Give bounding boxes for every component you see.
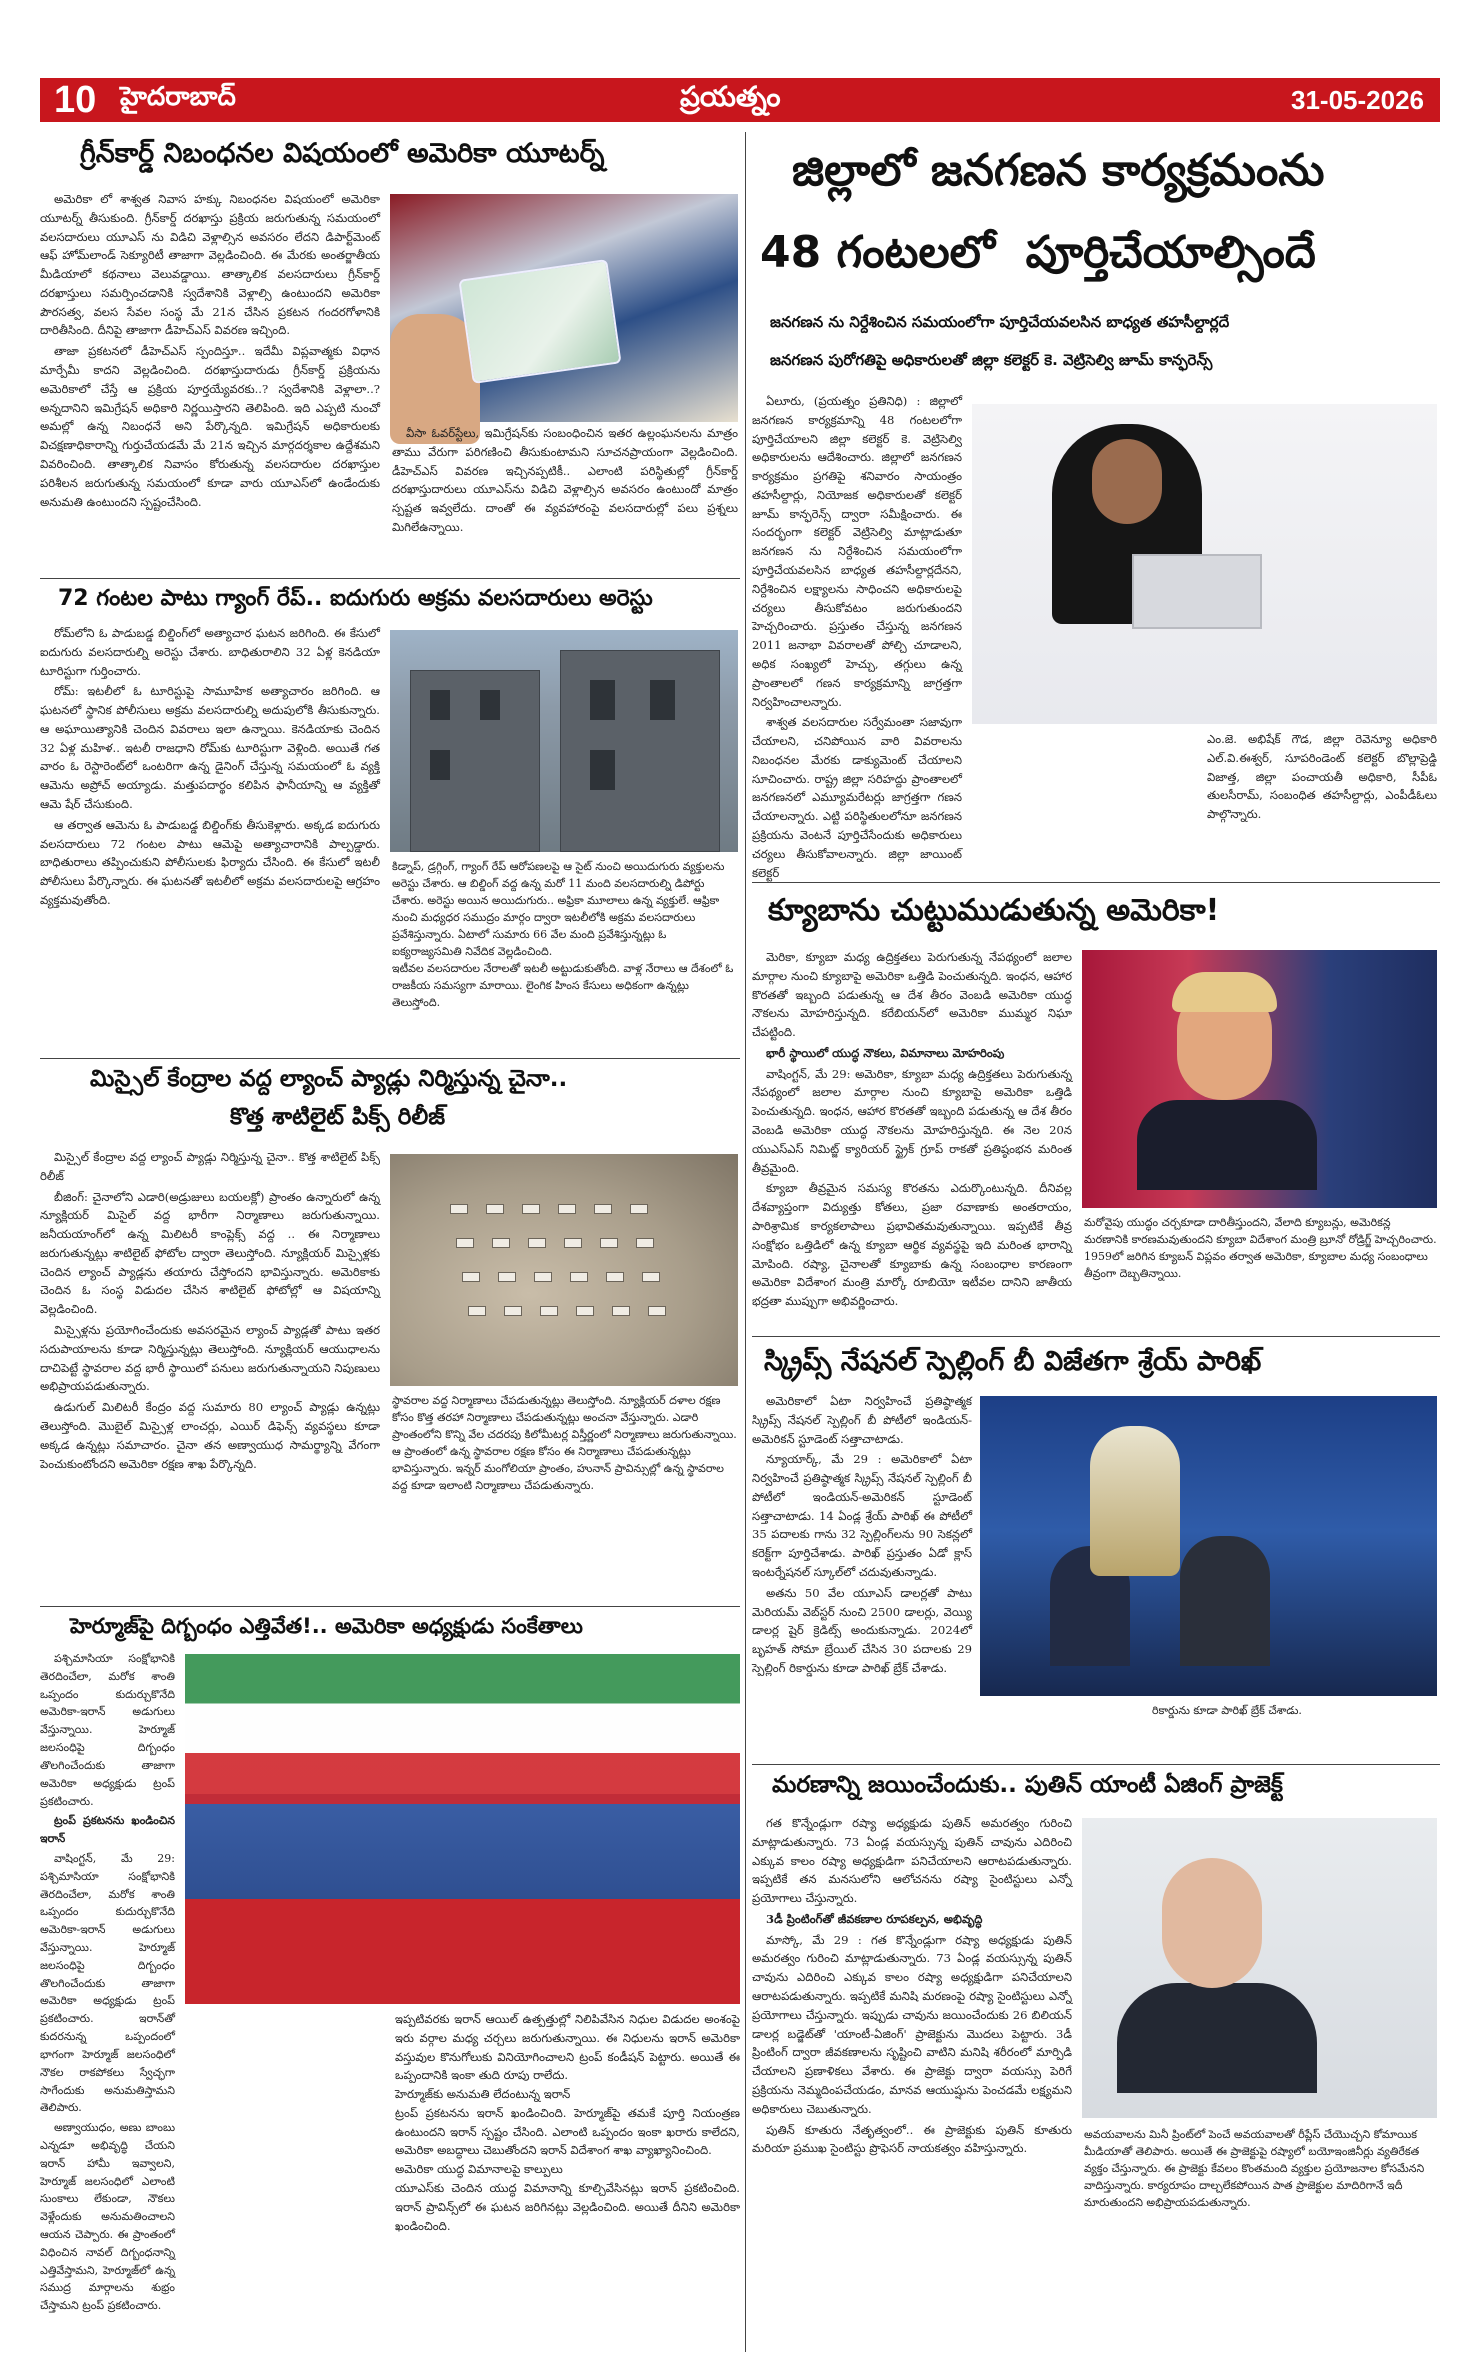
trump-photo	[1082, 950, 1437, 1208]
launch-pad-mark	[522, 1204, 540, 1214]
launch-pad-mark	[612, 1306, 630, 1316]
para-spelling-1: అమెరికాలో ఏటా నిర్వహించే ప్రతిష్ఠాత్మక స్క్రిప్స్ నేషనల్ స్పెల్లింగ్ బీ పోటీలో ఇండియన్-అమెరికన్ స్టూడెంట్ సత్తాచాటాడు.	[752, 1394, 972, 1446]
body-greencard-1	[40, 190, 380, 570]
para-gangrape-3: ఆ తర్వాత ఆమెను ఓ పాడుబడ్డ బిల్డింగ్‌కు తీసుకెళ్లారు. అక్కడ ఐదుగురు వలసదారులు 72 గంటల పాటు ఆమెపై అత్యాచారానికి పాల్పడ్డారు. బాధితురాలు తప్పించుకుని పోలీసులకు ఫిర్యాదు చేసింది. ఈ కేసులో ఇటలీ పోలీసులు పేర్కొన్నారు. ఈ ఘటనతో ఇటలీలో అక్రమ వలసదారులపై ఆగ్రహం వ్యక్తమవుతోంది.	[40, 817, 380, 907]
para-putin-3: మాస్కో, మే 29 : గత కొన్నేండ్లుగా రష్యా అధ్యక్షుడు పుతిన్ అమరత్వం గురించి మాట్లాడుతున్నారు. 73 ఏండ్ల వయస్సున్న పుతిన్ చావును ఎదిరించి ఎక్కువ కాలం రష్యా అధ్యక్షుడిగా పనిచేయాలని ఆరాటపడుతున్నారు. ఇప్పటికే మనిషి మరణంపై రష్యా సైంటిస్టులు ఎన్నో ప్రయోగాలు చేస్తున్నారు. ఇప్పుడు చావును జయించేందుకు 26 బిలియన్ డాలర్ల బడ్జెట్‌తో 'యాంటీ-ఏజింగ్' ప్రాజెక్టును మొదలు పెట్టారు. 3డీ ప్రింటింగ్ ద్వారా జీవకణాలను సృష్టించి వాటిని మనిషి శరీరంలో మార్పిడి చేయాలని ప్రణాళికలు వేశారు. ఈ ప్రాజెక్టు ద్వారా వయస్సు పెరిగే ప్రక్రియను నెమ్మదింపచేయడం, మానవ ఆయుష్షును పెంచడమే లక్ష్యమని అధికారులు చెబుతున్నారు.	[752, 1932, 1072, 2116]
article-census	[752, 132, 1440, 880]
para-hormuz-2: ట్రంప్ ప్రకటనను ఖండించిన ఇరాన్	[40, 1814, 175, 1846]
subhead-census-2: జనగణన పురోగతిపై అధికారులతో జిల్లా కలెక్టర్ కె. వెట్రిసెల్వి జూమ్ కాన్ఫరెన్స్	[770, 351, 1213, 369]
caption-china: స్థావరాల వద్ద నిర్మాణాలు చేపడుతున్నట్లు తెలుస్తోంది. న్యూక్లియర్ దళాల రక్షణ కోసం కొత్త తరహా నిర్మాణాలు చేపడుతున్నట్లు అంచనా వేస్తున్నారు. ఎడారి ప్రాంతంలోని కొన్ని వేల చదరపు కిలోమీటర్ల విస్తీర్ణంలో నిర్మాణాలు జరుగుతున్నాయి. ఆ ప్రాంతంలో ఉన్న స్థావరాల రక్షణ కోసం ఈ నిర్మాణాలు చేపడుతున్నట్లు భావిస్తున్నారు. ఇన్నర్ మంగోలియా ప్రాంతం, హునాన్ ప్రావిన్సుల్లో ఉన్న స్థావరాల వద్ద కూడా ఇలాంటి నిర్మాణాలు చేపడుతున్నారు.	[392, 1394, 737, 1493]
para-greencard-3: వీసా ఓవర్‌స్టేలు, ఇమిగ్రేషన్‌కు సంబంధించిన ఇతర ఉల్లంఘనలను మాత్రం తాము వేరుగా పరిగణించి తీసుకుంటామని సూచనప్రాయంగా వెల్లడించింది. డీహెచ్‌ఎస్ వివరణ ఇచ్చినప్పటికీ.. ఎలాంటి పరిస్థితుల్లో గ్రీన్‌కార్డ్ దరఖాస్తుదారులు యూఎస్‌ను విడిచి వెళ్లాల్సిన అవసరం ఉంటుందో మాత్రం స్పష్టత ఇవ్వలేదు. దాంతో ఈ వ్యవహారంపై వలసదారుల్లో పలు ప్రశ్నలు మిగిలేఉన్నాయి.	[392, 426, 738, 534]
hair-shape	[1172, 972, 1277, 1012]
para-putin-1: గత కొన్నేండ్లుగా రష్యా అధ్యక్షుడు పుతిన్ అమరత్వం గురించి మాట్లాడుతున్నారు. 73 ఏండ్ల వయస్సున్న పుతిన్ చావును ఎదిరించి ఎక్కువ కాలం రష్యా అధ్యక్షుడిగా పనిచేయాలని ఆరాటపడుతున్నారు. ఇప్పటికే తన మనసులోని ఆలోచనను రష్యా సైంటిస్టులు ఎన్నో ప్రయోగాలు చేస్తున్నారు.	[752, 1816, 1072, 1906]
article-cuba	[752, 888, 1440, 1328]
para-greencard-1: అమెరికా లో శాశ్వత నివాస హక్కు నిబంధనల విషయంలో అమెరికా యూటర్న్ తీసుకుంది. గ్రీన్‌కార్డ్ దరఖాస్తు ప్రక్రియ జరుగుతున్న సమయంలో వలసదారులు యూఎస్ ను విడిచి వెళ్లాల్సిన అవసరం లేదని డిపార్ట్‌మెంట్ ఆఫ్ హోమ్‌లాండ్ సెక్యూరిటీ తాజాగా వెల్లడించింది. ఈ మేరకు అంతర్జాతీయ మీడియాలో కథనాలు వెలువడ్డాయి. తాత్కాలిక వలసదారులు గ్రీన్‌కార్డ్ దరఖాస్తులు సమర్పించడానికి స్వదేశానికి వెళ్లాల్సి ఉంటుందని అమెరికా పౌరసత్వ, వలస సేవల సంస్థ మే 21న చేసిన ప్రకటన గందరగోళానికి దారితీసింది. దీనిపై తాజాగా డీహెచ్‌ఎస్ వివరణ ఇచ్చింది.	[40, 192, 380, 338]
launch-pad-mark	[528, 1238, 546, 1248]
launch-pad-mark	[456, 1238, 474, 1248]
satellite-photo	[390, 1154, 738, 1386]
para-gangrape-2: రోమ్: ఇటలీలో ఓ టూరిస్టుపై సామూహిక అత్యాచారం జరిగింది. ఆ ఘటనలో స్థానిక పోలీసులు అక్రమ వలసదారుల్ని అదుపులోకి తీసుకున్నారు. ఆ అఘాయిత్యానికి చెందిన వివరాలు ఇలా ఉన్నాయి. కెనడియాకు చెందిన 32 ఏళ్ల మహిళ.. ఇటలీ రాజధాని రోమ్‌కు టూరిస్టుగా వెళ్లింది. అయితే గత వారం ఓ రెస్టారెంట్‌లో ఒంటరిగా ఉన్న డైనింగ్ చేస్తున్న సమయంలో ఓ వ్యక్తి ఆమెను అప్రోచ్ అయ్యాడు. మత్తుపదార్థం కలిపిన ఫానీయాన్ని ఆ వ్యక్తితో ఆమె షేర్ చేసుకుంది.	[40, 684, 380, 812]
page-number: 10	[54, 78, 97, 121]
divider	[752, 1336, 1440, 1337]
para-cuba-3: వాషింగ్టన్, మే 29: అమెరికా, క్యూబా మధ్య ఉద్రిక్తతలు పెరుగుతున్న నేపథ్యంలో జలాల మార్గాల నుంచి క్యూబాపై అమెరికా ఒత్తిడి పెంచుతున్నది. ఇంధన, ఆహార కొరతతో ఇబ్బంది పడుతున్న ఆ దేశ తీరం వెంబడి అమెరికా యుద్ధ నౌకలను మోహరిస్తున్నది. ఈ నెల 20న యుఎస్ఎస్ నిమిట్జ్ క్యారియర్ స్ట్రైక్ గ్రూప్ రాకతో ప్రతిష్ఠంభన మరింత తీవ్రమైంది.	[752, 1066, 1072, 1175]
launch-pad-mark	[576, 1306, 594, 1316]
subhead-census-1: జనగణన ను నిర్దేశించిన సమయంలోగా పూర్తిచేయవలసిన బాధ్యత తహసీల్దార్లదే	[770, 313, 1230, 331]
article-putin	[752, 1768, 1440, 2352]
divider	[40, 1058, 740, 1059]
launch-pad-mark	[648, 1306, 666, 1316]
greencard-shape	[458, 259, 621, 384]
launch-pad-mark	[450, 1204, 468, 1214]
headline-putin: మరణాన్ని జయించేందుకు.. పుతిన్ యాంటీ ఏజింగ్ ప్రాజెక్ట్	[772, 1772, 1283, 1798]
para-census-1: ఏలూరు, (ప్రయత్నం ప్రతినిధి) : జిల్లాలో జనగణన కార్యక్రమాన్ని 48 గంటలలోగా పూర్తిచేయాలని జిల్లా కలెక్టర్ కె. వెట్రిసెల్వి అధికారులను ఆదేశించారు. జిల్లాలో జనగణన కార్యక్రమం ప్రగతిపై శనివారం సాయంత్రం తహసీల్దార్లు, నియోజక అధికారులతో కలెక్టర్ జూమ్ కాన్ఫరెన్స్ ద్వారా సమీక్షించారు. ఈ సందర్భంగా కలెక్టర్ వెట్రిసెల్వి మాట్లాడుతూ జనగణన ను నిర్దేశించిన సమయంలోగా పూర్తిచేయవలసిన బాధ్యత తహసీల్దార్లదేనని, నిర్దేశించిన లక్ష్యాలను సాధించని అధికారులపై చర్యలు తీసుకోవటం జరుగుతుందని హెచ్చరించారు. ప్రస్తుతం చేస్తున్న జనగణన 2011 జనాభా వివరాలతో పోల్చి చూడాలని, అధిక సంఖ్యలో హెచ్చు, తగ్గులు ఉన్న ప్రాంతాలలో గణన కార్యక్రమాన్ని జాగ్రత్తగా నిర్వహించాలన్నారు.	[752, 394, 962, 709]
headline-greencard: గ్రీన్‌కార్డ్ నిబంధనల విషయంలో అమెరికా యూటర్న్	[80, 138, 605, 169]
headline-census-1: జిల్లాలో జనగణన కార్యక్రమంను	[792, 145, 1325, 196]
collector-photo	[972, 404, 1437, 724]
headline-cuba: క్యూబాను చుట్టుముడుతున్న అమెరికా!	[768, 893, 1220, 928]
para-spelling-2: న్యూయార్క్, మే 29 : అమెరికాలో ఏటా నిర్వహించే ప్రతిష్ఠాత్మక స్క్రిప్స్ నేషనల్ స్పెల్లింగ్ బీ పోటీలో ఇండియన్-అమెరికన్ స్టూడెంట్ సత్తాచాటాడు. 14 ఏండ్ల శ్రేయ్ పారిఖ్ ఈ పోటీలో 35 పదాలకు గాను 32 స్పెల్లింగ్‌లను 90 సెకన్లలో కరెక్ట్‌గా పూర్తిచేశాడు. పారిఖ్ ప్రస్తుతం ఏడో క్లాస్ ఇంటర్నేషనల్ స్కూల్‌లో చదువుతున్నాడు.	[752, 1452, 972, 1580]
launch-pad-mark	[504, 1306, 522, 1316]
divider	[40, 1606, 740, 1607]
launch-pad-mark	[540, 1306, 558, 1316]
launch-pad-mark	[636, 1238, 654, 1248]
launch-pad-mark	[558, 1204, 576, 1214]
caption-gangrape: కిడ్నాప్, డ్రగ్గింగ్, గ్యాంగ్ రేప్ ఆరోపణలపై ఆ సైట్ నుంచి అయిదుగురు వ్యక్తులను అరెస్టు చేశారు. ఆ బిల్డింగ్ వద్ద ఉన్న మరో 11 మంది వలసదారుల్ని డిపోర్టు చేశారు. అరెస్టు అయిన అయిదుగురు.. అఫ్రికా మూలాలు ఉన్న వ్యక్తులే. ఆఫ్రికా నుంచి మధ్యధర సముద్రం మార్గం ద్వారా ఇటలీలోకి అక్రమ వలసదారులు ప్రవేశిస్తున్నారు. ఏటాలో సుమారు 66 వేల మంది ప్రవేశిస్తున్నట్లు ఓ ఐక్యరాజ్యసమితి నివేదిక వెల్లడించింది. ఇటీవల వలసదారుల నేరాలతో ఇటలీ అట్టుడుకుతోంది. వాళ్ల నేరాలు ఆ దేశంలో ఓ రాజకీయ సమస్యగా మారాయి. లైంగిక హింస కేసులు అధికంగా ఉన్నట్లు తెలుస్తోంది.	[392, 860, 734, 1010]
para-putin-2: 3డీ ప్రింటింగ్‌తో జీవకణాల రూపకల్పన, అభివృద్ధి	[766, 1911, 983, 1926]
caption-spelling: రికార్డును కూడా పారిఖ్ బ్రేక్ చేశాడు.	[1152, 1704, 1302, 1717]
launch-pad-mark	[642, 1272, 660, 1282]
building-photo	[390, 630, 738, 852]
launch-pad-mark	[492, 1238, 510, 1248]
para-china-2: బీజింగ్: చైనాలోని ఎడారి(అడ్రుజులు బయలక్లో) ప్రాంతం ఉన్నారులో ఉన్న న్యూక్లియర్ మిసైల్ వద్ద భారీగా నిర్మాణాలు జరుగుతున్నాయి. జనీయయాంగ్‌లో ఉన్న మిలిటరీ కాంప్లెక్స్ వద్ద .. ఈ నిర్మాణాలు జరుగుతున్నట్లు శాటిలైట్ ఫోటోల ద్వారా తెలుస్తోంది. న్యూక్లియర్ మిస్సైళ్లకు చెందిన ల్యాంచ్ ప్యాడ్లను తయారు చేస్తోందని భావిస్తున్నారు. అమెరికాకు చెందిన ఓ సంస్థ విడుదల చేసిన శాటిలైట్ ఫోటోల్లో ఆ విషయాన్ని వెల్లడించింది.	[40, 1189, 380, 1317]
body-spelling	[752, 1392, 972, 1758]
divider	[40, 578, 740, 579]
launch-pad-mark	[630, 1204, 648, 1214]
headline-china-1: మిస్సైల్ కేంద్రాల వద్ద ల్యాంచ్ ప్యాడ్లు నిర్మిస్తున్న చైనా..	[90, 1066, 568, 1092]
launch-pad-mark	[564, 1238, 582, 1248]
launch-pad-mark	[468, 1306, 486, 1316]
launch-pad-mark	[594, 1204, 612, 1214]
divider	[752, 882, 1440, 883]
article-china	[40, 1062, 740, 1602]
caption-cuba: మరోవైపు యుద్ధం చర్చకూడా దారితీస్తుందని, వేలాది క్యూబన్లు, అమెరికన్ల మరణానికి కారణమవుతుందని క్యూబా విదేశాంగ మంత్రి బ్రూనో రోడ్రిగ్జ్ హెచ్చరించారు. 1959లో జరిగిన క్యూబన్ విప్లవం తర్వాత అమెరికా, క్యూబాల మధ్య సంబంధాలు తీవ్రంగా దెబ్బతిన్నాయి.	[1084, 1216, 1437, 1281]
iran-flag	[185, 1654, 740, 1804]
face-shape	[1162, 1858, 1262, 1988]
trophy-shape	[1090, 1426, 1180, 1576]
para-hormuz-1: పశ్చిమాసియా సంక్షోభానికి తెరదించేలా, మరోక శాంతి ఒప్పందం కుదుర్చుకొనేది అమెరికా-ఇరాన్ అడుగులు వేస్తున్నాయి. హెర్మూజ్ జలసంధిపై దిగ్బంధం తొలగించేందుకు తాజాగా అమెరికా అధ్యక్షుడు ట్రంప్ ప్రకటించారు.	[40, 1652, 175, 1808]
headline-hormuz: హెర్మూజ్‌పై దిగ్బంధం ఎత్తివేత!.. అమెరికా అధ్యక్షుడు సంకేతాలు	[70, 1614, 583, 1638]
headline-census-2: 48 గంటలలో పూర్తిచేయాల్సిందే	[760, 227, 1316, 278]
body-putin	[752, 1814, 1072, 2350]
greencard-photo	[390, 194, 738, 422]
suit-shape	[1117, 1983, 1317, 2093]
launch-pad-mark	[534, 1272, 552, 1282]
launch-pad-mark	[486, 1204, 504, 1214]
paper-name: ప్రయత్నం	[680, 80, 781, 113]
para-cuba-4: క్యూబా తీవ్రమైన సమస్య కొరతను ఎదుర్కొంటున్నది. దీనివల్ల దేశవ్యాప్తంగా విద్యుత్తు కోతలు, ప్రజా రవాణాకు అంతరాయం, పారిశ్రామిక కార్యకలాపాలు ప్రభావితమవుతున్నాయి. ఇప్పటికే తీవ్ర సంక్షోభం ఒత్తిడిలో ఉన్న క్యూబా ఆర్థిక వ్యవస్థపై ఇది మరింత భారాన్ని మోపింది. రష్యా, చైనాలతో క్యూబాకు ఉన్న సంబంధాల కారణంగా అమెరికా విదేశాంగ మంత్రి మార్కో రూబియో ఇటీవల దానిని జాతీయ భద్రతా ముప్పుగా అభివర్ణించారు.	[752, 1181, 1072, 1309]
launch-pad-mark	[498, 1272, 516, 1282]
headline-china-2: కొత్త శాటిలైట్ పిక్స్ రిలీజ్	[230, 1104, 446, 1130]
launch-pad-mark	[600, 1238, 618, 1248]
masthead	[40, 78, 1440, 122]
city-name: హైదరాబాద్	[120, 82, 236, 112]
presenter-shape	[1180, 1536, 1270, 1666]
launch-pad-mark	[570, 1272, 588, 1282]
para-china-3: మిస్సైళ్లను ప్రయోగించేందుకు అవసరమైన ల్యాంచ్ ప్యాడ్లతో పాటు ఇతర సదుపాయాలను కూడా నిర్మిస్తున్నట్లు తెలుస్తోంది. న్యూక్లియర్ ఆయుధాలను దాచిపెట్టే స్థావరాల వద్ద భారీ స్థాయిలో పనులు జరుగుతున్నాయని నిపుణులు అభిప్రాయపడుతున్నారు.	[40, 1323, 380, 1394]
laptop-shape	[1132, 554, 1262, 629]
body-census	[752, 392, 962, 880]
para-putin-4: పుతిన్ కూతురు నేతృత్వంలో.. ఈ ప్రాజెక్టుకు పుతిన్ కూతురు మరియా ప్రముఖ సైంటిస్టు ప్రొఫెసర్ నాయకత్వం వహిస్తున్నారు.	[752, 2122, 1072, 2156]
flags-photo	[185, 1654, 740, 2004]
body-gangrape	[40, 624, 380, 1050]
para-hormuz-4: అణ్వాయుధం, అణు బాంబు ఎన్నడూ అభివృద్ధి చేయని ఇరాన్ హామీ ఇవ్వాలని, హెర్మూజ్ జలసంధిలో ఎలాంటి సుంకాలు లేకుండా, నౌకలు వెళ్లేందుకు అనుమతించాలని ఆయన చెప్పారు. ఈ ప్రాంతంలో విధించిన నావల్ దిగ్బంధనాన్ని ఎత్తివేస్తామని, హెర్మూజ్‌లో ఉన్న సముద్ర మార్గాలను శుభ్రం చేస్తామని ట్రంప్ ప్రకటించారు.	[40, 2121, 175, 2313]
para-cuba-1: మెరికా, క్యూబా మధ్య ఉద్రిక్తతలు పెరుగుతున్న నేపథ్యంలో జలాల మార్గాల నుంచి క్యూబాపై అమెరికా ఒత్తిడి పెంచుతున్నది. ఇంధన, ఆహార కొరతతో ఇబ్బంది పడుతున్న ఆ దేశ తీరం వెంబడి అమెరికా యుద్ధ నౌకలను మోహరిస్తున్నది. కరేబియన్‌లో అమెరికా ముమ్మర నిఘా చేపట్టింది.	[752, 950, 1072, 1040]
body-cuba	[752, 948, 1072, 1326]
body-china	[40, 1148, 380, 1600]
body-hormuz-left	[40, 1650, 175, 2350]
para-china-1: మిస్సైల్ కేంద్రాల వద్ద ల్యాంచ్ ప్యాడ్లు నిర్మిస్తున్న చైనా.. కొత్త శాటిలైట్ పిక్స్ రిలీజ్	[40, 1150, 380, 1183]
para-greencard-2: తాజా ప్రకటనలో డీహెచ్‌ఎస్ స్పందిస్తూ.. ఇదేమీ విప్లవాత్మకు విధాన మార్పేమీ కాదని వెల్లడించింది. దరఖాస్తుదారుడు గ్రీన్‌కార్డ్ ప్రక్రియను అమెరికాలో చేస్తే ఆ ప్రక్రియ పూర్తయ్యేవరకు..? స్వదేశానికి వెళ్లాలా..? అన్నదానిని ఇమిగ్రేషన్ అధికారి నిర్ణయిస్తారని తెలిపింది. ఇది ఎప్పటి నుంచో అమల్లో ఉన్న నిబంధనే అని పేర్కొన్నది. ఇమిగ్రేషన్ అధికారులకు విచక్షణాధికారాన్ని గుర్తుచేయడమే మే 21న ఇచ్చిన మార్గదర్శకాల ఉద్దేశమని వివరించింది. తాత్కాలిక నివాసం కోరుతున్న వలసదారుల దరఖాస్తుల పరిశీలన జరుగుతున్న సమయంలో కూడా వారు యూఎస్‌లో ఉండేందుకు అనుమతి ఉంటుందని స్పష్టంచేసింది.	[40, 344, 380, 509]
para-china-4: ఉడుగుల్ మిలిటరీ కేంద్రం వద్ద సుమారు 80 ల్యాంచ్ ప్యాడ్లు ఉన్నట్లు తెలుస్తోంది. మొబైల్ మిస్సైళ్ల లాంచర్లు, ఎయిర్ డిఫెన్స్ వ్యవస్థలు కూడా అక్కడ ఉన్నట్లు సమాచారం. చైనా తన అణ్వాయుధ సామర్థ్యాన్ని వేగంగా పెంచుకుంటోందని అమెరికా రక్షణ శాఖ పేర్కొన్నది.	[40, 1400, 380, 1471]
para-spelling-3: అతను 50 వేల యూఎస్ డాలర్లతో పాటు మెరియమ్ వెబ్‌స్టర్ నుంచి 2500 డాలర్లు, వెయ్యి డాలర్ల షైర్ క్రెడిట్స్ అందుకున్నాడు. 2024లో బృహత్ సోమా బ్రేయిల్ చేసిన 30 పదాలకు 29 స్పెల్లింగ్ రికార్డును కూడా పారిఖ్ బ్రేక్ చేశాడు.	[752, 1585, 972, 1675]
article-hormuz	[40, 1612, 740, 2352]
launch-pad-mark	[606, 1272, 624, 1282]
article-gangrape	[40, 582, 740, 1052]
face-shape	[1092, 439, 1162, 524]
column-divider	[745, 132, 746, 2352]
body-hormuz-right: ఇప్పటివరకు ఇరాన్ ఆయిల్ ఉత్పత్తుల్లో నిలిపివేసిన నిధుల విడుదల అంశంపై ఇరు వర్గాల మధ్య చర్చలు జరుగుతున్నాయి. ఈ నిధులను ఇరాన్ అమెరికా వస్తువుల కొనుగోలుకు వినియోగించాలని ట్రంప్ కండీషన్ పెట్టారు. అయితే ఈ ఒప్పందానికి ఇంకా తుది రూపు రాలేదు. హెర్మూజ్‌కు అనుమతి లేదంటున్న ఇరాన్ ట్రంప్ ప్రకటనను ఇరాన్ ఖండించింది. హెర్మూజ్‌పై తమకే పూర్తి నియంత్రణ ఉంటుందని ఇరాన్ స్పష్టం చేసింది. ఎలాంటి ఒప్పందం ఇంకా ఖరారు కాలేదని, అమెరికా అబద్ధాలు చెబుతోందని ఇరాన్ విదేశాంగ శాఖ వ్యాఖ్యానించింది. అమెరికా యుద్ధ విమానాలపై కాల్పులు యూఎస్‌కు చెందిన యుద్ధ విమానాన్ని కూల్చివేసినట్లు ఇరాన్ ప్రకటించింది. ఇరాన్ ప్రావిన్స్‌లో ఈ ఘటన జరిగినట్లు వెల్లడించింది. అయితే దీనిని అమెరికా ఖండించింది.	[395, 2012, 740, 2233]
para-hormuz-3: వాషింగ్టన్, మే 29: పశ్చిమాసియా సంక్షోభానికి తెరదించేలా, మరోక శాంతి ఒప్పందం కుదుర్చుకొనేది అమెరికా-ఇరాన్ అడుగులు వేస్తున్నాయి. హెర్మూజ్ జలసంధిపై దిగ్బంధం తొలగించేందుకు తాజాగా అమెరికా అధ్యక్షుడు ట్రంప్ ప్రకటించారు. ఇరాన్‌తో కుదరనున్న ఒప్పందంలో భాగంగా హెర్మూజ్ జలసంధిలో నౌకల రాకపోకలు స్వేచ్ఛగా సాగేందుకు అనుమతిస్తామని తెలిపారు.	[40, 1851, 175, 2115]
putin-photo	[1082, 1818, 1437, 2118]
body-greencard-2	[392, 424, 738, 570]
article-greencard	[40, 132, 740, 572]
caption-putin: అవయవాలను మినీ ప్రింట్‌లో పెంచే అవయవాలతో రీప్లేస్ చేయొచ్చని కోమాయిక మీడియాతో తెలిపారు. అయితే ఈ ప్రాజెక్టుపై రష్యాలో బయోఇంజినీర్లు వ్యతిరేకత వ్యక్తం చేస్తున్నారు. ఈ ప్రాజెక్టు కేవలం కొంతమంది వ్యక్తుల ప్రయోజనాల కోసమేనని వాదిస్తున్నారు. కార్యరూపం దాల్చలేకపోయిన పాత ప్రాజెక్టుల మాదిరిగానే ఇదీ మారుతుందని అభిప్రాయపడుతున్నారు.	[1084, 2128, 1425, 2210]
para-census-2: శాశ్వత వలసదారుల సర్వేమంతా సజావుగా చేయాలని, చనిపోయిన వారి వివరాలను నిబంధనల మేరకు డాక్యుమెంట్ చేయాలని సూచించారు. రాష్ట్ర జిల్లా సరిహద్దు ప్రాంతాలలో జనగణనలో ఎమ్యూమరేటర్లు జాగ్రత్తగా గణన చేయాలన్నారు. ఎట్టి పరిస్థితులలోనూ జనగణన ప్రక్రియను వెంటనే పూర్తిచేసేందుకు అధికారులు చర్యలు తీసుకోవాలన్నారు. జిల్లా జాయింట్ కలెక్టర్	[752, 715, 962, 880]
divider	[752, 1764, 1440, 1765]
article-spelling	[752, 1340, 1440, 1760]
para-cuba-2: భారీ స్థాయిలో యుద్ధ నౌకలు, విమానాలు మోహరింపు	[766, 1045, 1005, 1060]
issue-date: 31-05-2026	[1291, 84, 1424, 115]
launch-pad-mark	[462, 1272, 480, 1282]
body-census-3: ఎం.జె. అభిషేక్ గౌడ, జిల్లా రెవెన్యూ అధికారి ఎల్.వి.ఈశ్వర్, సూపరిండెంట్ కలెక్టర్ బొల్లాప్రెడ్డి విజాత్త, జిల్లా పంచాయతీ అధికారి, సీపీఓ తులసీరామ్, సంబంధిత తహసీల్దార్లు, ఎంపీడీఓలు పాల్గొన్నారు.	[1207, 732, 1437, 822]
suit-shape	[1137, 1100, 1317, 1190]
spelling-bee-photo	[980, 1396, 1437, 1696]
headline-spelling: స్క్రిప్స్ నేషనల్ స్పెల్లింగ్ బీ విజేతగా శ్రేయ్ పారిఖ్	[764, 1346, 1262, 1377]
para-gangrape-1: రోమ్‌లోని ఓ పాడుబడ్డ బిల్డింగ్‌లో అత్యాచార ఘటన జరిగింది. ఈ కేసులో ఐదుగురు వలసదారుల్ని అరెస్టు చేశారు. బాధితురాలిని 32 ఏళ్ల కెనడియా టూరిస్టుగా గుర్తించారు.	[40, 626, 380, 678]
headline-gangrape: 72 గంటల పాటు గ్యాంగ్ రేప్.. ఐదుగురు అక్రమ వలసదారులు అరెస్టు	[58, 586, 653, 611]
